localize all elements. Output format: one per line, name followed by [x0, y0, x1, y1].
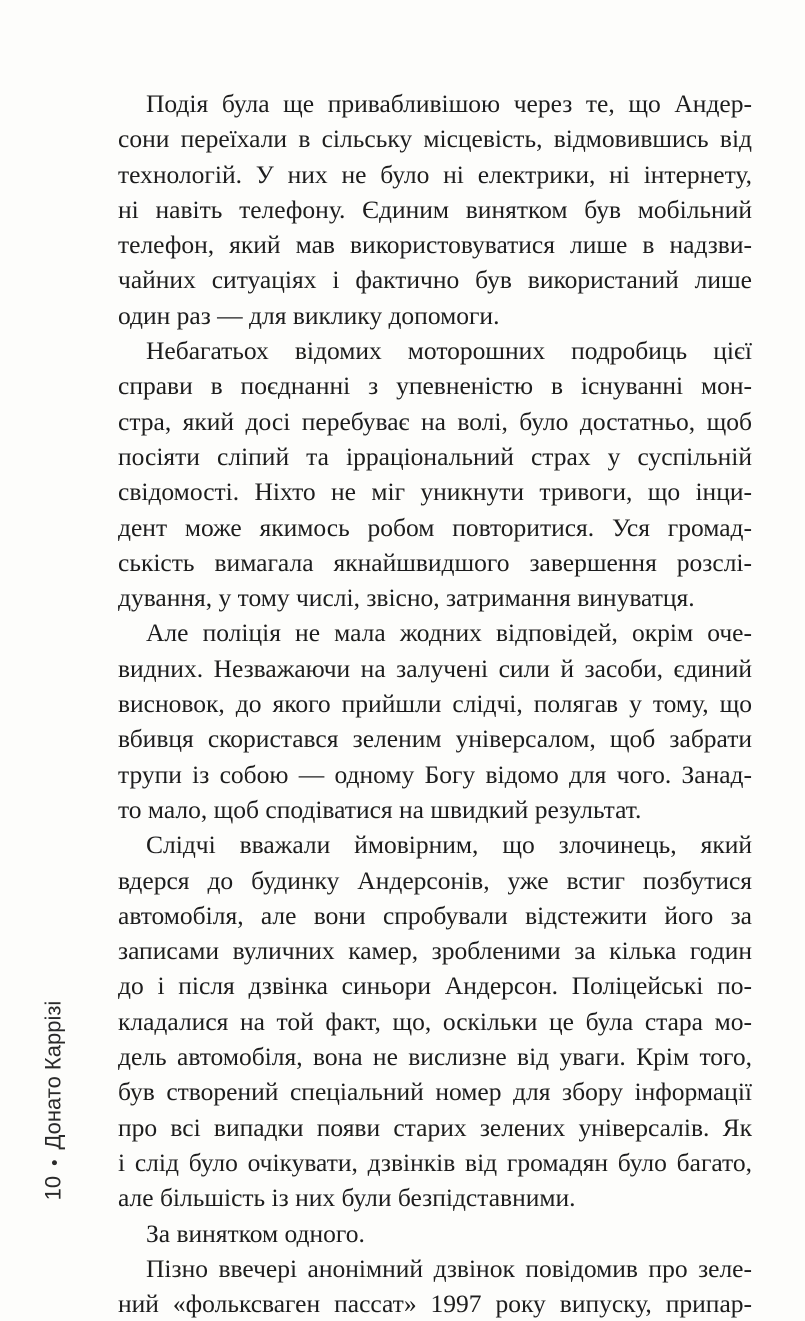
- text-line: один раз — для виклику допомоги.: [118, 300, 500, 330]
- text-line: записами вуличних камер, зробленими за кілька годин: [118, 936, 752, 966]
- text-line: ні навіть телефону. Єдиним винятком був мобільний: [118, 194, 752, 224]
- text-line: до і після дзвінка синьори Андерсон. Поліцейські по-: [118, 971, 752, 1001]
- text-line: свідомості. Ніхто не міг уникнути тривоги, що інци-: [118, 477, 752, 507]
- text-line: дель автомобіля, вона не вислизне від уваги. Крім того,: [118, 1042, 752, 1072]
- text-line: вбивця скористався зеленим універсалом, щоб забрати: [118, 724, 752, 754]
- text-line: про всі випадки появи старих зелених універсалів. Як: [118, 1112, 752, 1142]
- text-line: висновок, до якого прийшли слідчі, полягав у тому, що: [118, 689, 752, 719]
- text-line: ськість вимагала якнайшвидшого завершення розслі-: [118, 547, 752, 577]
- body-text: [118, 86, 752, 1321]
- text-line: був створений спеціальний номер для збору інформації: [118, 1077, 752, 1107]
- text-line: чайних ситуаціях і фактично був використаний лише: [118, 265, 752, 295]
- text-line: Пізно ввечері анонімний дзвінок повідомив про зеле-: [146, 1253, 752, 1283]
- text-line: Але поліція не мала жодних відповідей, окрім оче-: [146, 618, 752, 648]
- text-line: дування, у тому числі, звісно, затримання винуватця.: [118, 583, 695, 613]
- text-line: За винятком одного.: [146, 1218, 365, 1248]
- text-line: трупи із собою — одному Богу відомо для чого. Занад-: [118, 759, 752, 789]
- text-line: технологій. У них не було ні електрики, ні інтернету,: [118, 159, 752, 189]
- text-line: телефон, який мав використовуватися лише в надзви-: [118, 230, 752, 260]
- text-line: дент може якимось робом повторитися. Уся громад-: [118, 512, 752, 542]
- page-number: 10: [40, 1175, 66, 1201]
- text-line: то мало, щоб сподіватися на швидкий результат.: [118, 794, 642, 824]
- text-line: кладалися на той факт, що, оскільки це була стара мо-: [118, 1006, 752, 1036]
- text-line: ний «фольксваген пассат» 1997 року випуску, припар-: [118, 1289, 752, 1319]
- page-footer: [40, 971, 69, 1231]
- text-line: справи в поєднанні з упевненістю в існуванні мон-: [118, 371, 752, 401]
- text-line: видних. Незважаючи на залучені сили й засоби, єдиний: [118, 653, 752, 683]
- text-line: посіяти сліпий та ірраціональний страх у суспільній: [118, 441, 752, 471]
- separator-bullet: •: [44, 1159, 65, 1166]
- text-line: стра, який досі перебуває на волі, було достатньо, щоб: [118, 406, 752, 436]
- running-head-author: Донато Каррізі: [40, 1000, 66, 1150]
- text-line: Слідчі вважали ймовірним, що злочинець, який: [146, 830, 752, 860]
- text-line: вдерся до будинку Андерсонів, уже встиг позбутися: [118, 865, 752, 895]
- text-line: автомобіля, але вони спробували відстежити його за: [118, 900, 752, 930]
- text-line: і слід було очікувати, дзвінків від громадян було багато,: [118, 1147, 752, 1177]
- text-line: сони переїхали в сільську місцевість, відмовившись від: [118, 124, 752, 154]
- text-line: Небагатьох відомих моторошних подробиць цієї: [146, 336, 752, 366]
- text-line: Подія була ще привабливішою через те, що Андер-: [146, 89, 752, 118]
- text-line: але більшість із них були безпідставними.: [118, 1183, 576, 1213]
